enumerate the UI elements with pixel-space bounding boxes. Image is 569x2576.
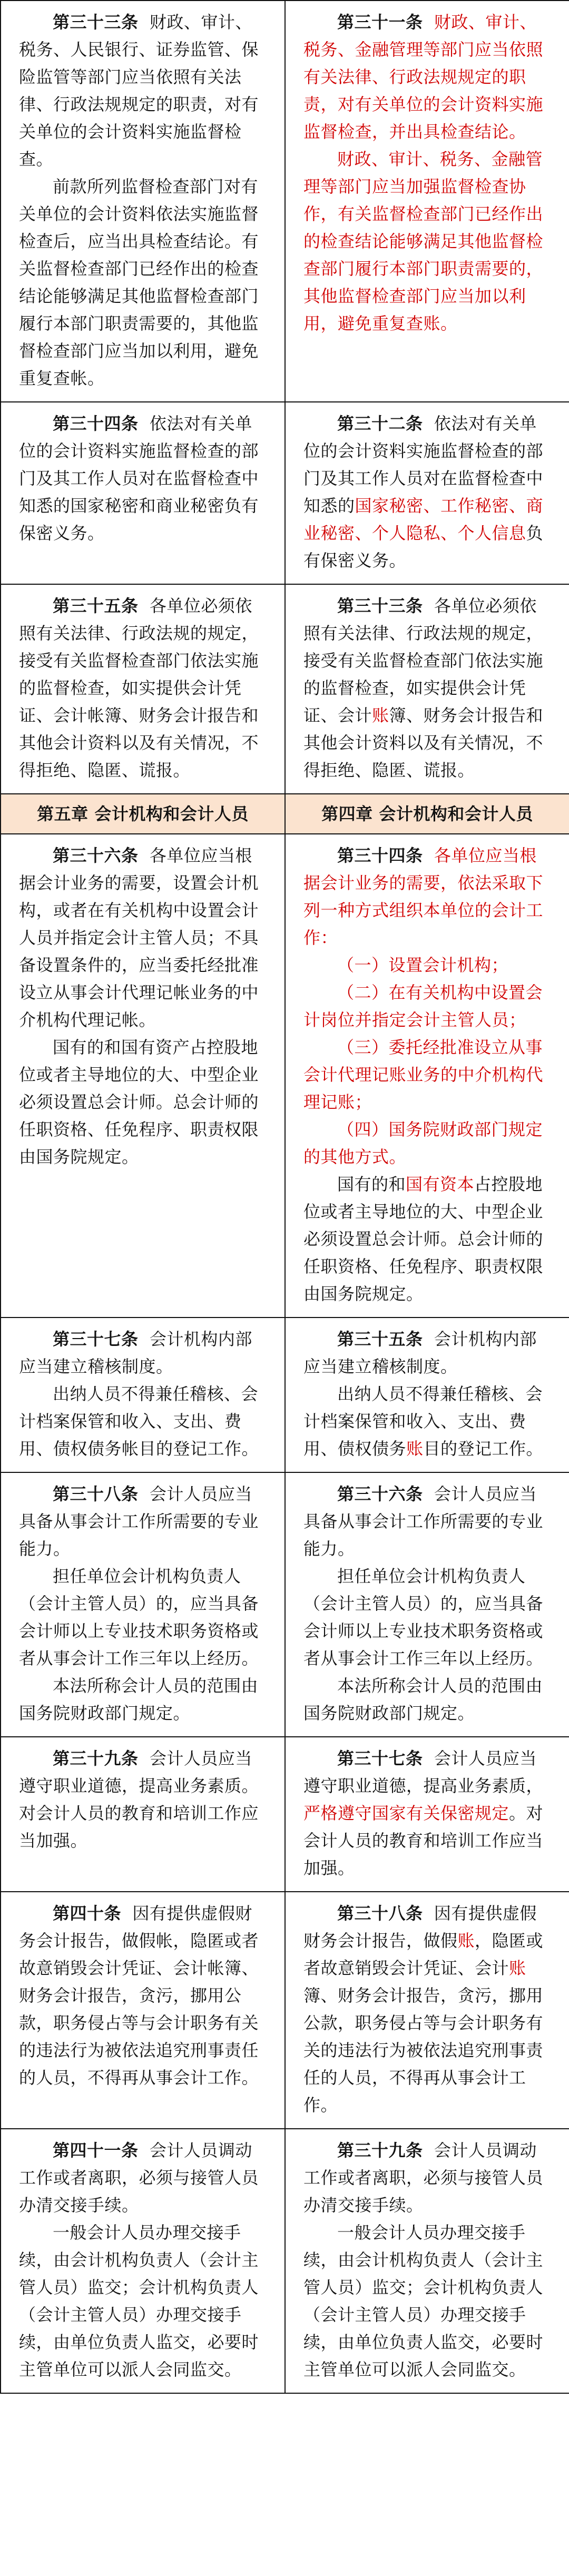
article-paragraph: 财政、审计、税务、金融管理等部门应当加强监督检查协作，有关监督检查部门已经作出的检查结论能够满足其他监督检查部门履行本部门职责需要的，其他监督检查部门应当加以利用，避免重复查账。 (303, 149, 544, 333)
old-article-cell (1, 1737, 285, 1892)
old-article-cell (1, 834, 285, 1318)
new-article-cell (285, 402, 569, 584)
article-paragraph: 第三十七条 会计机构内部应当建立稽核制度。 (19, 1329, 252, 1377)
article-paragraph: 第四十一条 会计人员调动工作或者离职，必须与接管人员办清交接手续。 (19, 2140, 259, 2215)
new-article-cell (285, 1318, 569, 1472)
table-row (1, 1318, 569, 1472)
article-paragraph: 出纳人员不得兼任稽核、会计档案保管和收入、支出、费用、债权债务帐目的登记工作。 (19, 1384, 259, 1459)
new-article-cell (285, 1472, 569, 1737)
article-paragraph: 出纳人员不得兼任稽核、会计档案保管和收入、支出、费用、债权债务账目的登记工作。 (303, 1384, 544, 1459)
article-paragraph: 国有的和国有资产占控股地位或者主导地位的大、中型企业必须设置总会计师。总会计师的任职资格、任免程序、职责权限由国务院规定。 (19, 1037, 259, 1167)
old-chapter-heading: 第五章 会计机构和会计人员 (1, 794, 285, 834)
list-item: （二）在有关机构中设置会计岗位并指定会计主管人员； (303, 982, 543, 1030)
table-row (1, 1892, 569, 2129)
table-row (1, 584, 569, 794)
article-paragraph: 第三十四条 各单位应当根据会计业务的需要，依法采取下列一种方式组织本单位的会计工作： (303, 845, 544, 948)
new-article-cell (285, 584, 569, 794)
article-paragraph: 第三十九条 会计人员应当遵守职业道德，提高业务素质。对会计人员的教育和培训工作应当加强。 (19, 1748, 259, 1851)
chapter-heading-row (1, 794, 569, 834)
old-article-cell (1, 584, 285, 794)
article-paragraph: 本法所称会计人员的范围由国务院财政部门规定。 (19, 1676, 259, 1723)
article-paragraph: 第三十三条 各单位必须依照有关法律、行政法规的规定，接受有关监督检查部门依法实施的监督检查，如实提供会计凭证、会计账簿、财务会计报告和其他会计资料以及有关情况，不得拒绝、隐匿、谎报。 (303, 596, 544, 780)
new-article-cell (285, 1737, 569, 1892)
article-paragraph: 第三十四条 依法对有关单位的会计资料实施监督检查的部门及其工作人员对在监督检查中知悉的国家秘密和商业秘密负有保密义务。 (19, 414, 259, 543)
new-article-cell (285, 834, 569, 1318)
old-article-cell (1, 1318, 285, 1472)
article-paragraph: 一般会计人员办理交接手续，由会计机构负责人（会计主管人员）监交；会计机构负责人（会计主管人员）办理交接手续，由单位负责人监交，必要时主管单位可以派人会同监交。 (303, 2223, 544, 2380)
table-row (1, 2129, 569, 2393)
list-item: （三）委托经批准设立从事会计代理记账业务的中介机构代理记账； (303, 1037, 544, 1112)
article-paragraph: 第三十六条 各单位应当根据会计业务的需要，设置会计机构，或者在有关机构中设置会计人员并指定会计主管人员；不具备设置条件的，应当委托经批准设立从事会计代理记帐业务的中介机构代理记帐。 (19, 845, 259, 1030)
table-row (1, 1737, 569, 1892)
article-paragraph: 第三十六条 会计人员应当具备从事会计工作所需要的专业能力。 (303, 1484, 544, 1559)
new-chapter-heading: 第四章 会计机构和会计人员 (285, 794, 569, 834)
article-paragraph: 国有的和国有资本占控股地位或者主导地位的大、中型企业必须设置总会计师。总会计师的任职资格、任免程序、职责权限由国务院规定。 (303, 1174, 544, 1304)
article-paragraph: 第三十七条 会计人员应当遵守职业道德，提高业务素质，严格遵守国家有关保密规定。对会计人员的教育和培训工作应当加强。 (303, 1748, 544, 1878)
article-paragraph: 第四十条 因有提供虚假财务会计报告，做假帐，隐匿或者故意销毁会计凭证、会计帐簿、财务会计报告，贪污，挪用公款，职务侵占等与会计职务有关的违法行为被依法追究刑事责任的人员，不得再从事会计工作。 (19, 1903, 259, 2088)
list-item: （四）国务院财政部门规定的其他方式。 (303, 1119, 543, 1167)
old-article-cell (1, 1, 285, 402)
article-paragraph: 前款所列监督检查部门对有关单位的会计资料依法实施监督检查后，应当出具检查结论。有关监督检查部门已经作出的检查结论能够满足其他监督检查部门履行本部门职责需要的，其他监督检查部门应当加以利用，避免重复查帐。 (19, 176, 259, 388)
article-paragraph: 担任单位会计机构负责人（会计主管人员）的，应当具备会计师以上专业技术职务资格或者从事会计工作三年以上经历。 (19, 1566, 259, 1668)
article-paragraph: 第三十八条 因有提供虚假财务会计报告，做假账，隐匿或者故意销毁会计凭证、会计账簿、财务会计报告，贪污，挪用公款，职务侵占等与会计职务有关的违法行为被依法追究刑事责任的人员，不得再从事会计工作。 (303, 1903, 544, 2115)
article-paragraph: 第三十三条 财政、审计、税务、人民银行、证券监管、保险监管等部门应当依照有关法律、行政法规规定的职责，对有关单位的会计资料实施监督检查。 (19, 12, 259, 169)
old-article-cell (1, 1892, 285, 2129)
article-paragraph: 本法所称会计人员的范围由国务院财政部门规定。 (303, 1676, 543, 1723)
article-paragraph: 第三十五条 各单位必须依照有关法律、行政法规的规定，接受有关监督检查部门依法实施的监督检查，如实提供会计凭证、会计帐簿、财务会计报告和其他会计资料以及有关情况，不得拒绝、隐匿、谎报。 (19, 596, 259, 780)
article-paragraph: 担任单位会计机构负责人（会计主管人员）的，应当具备会计师以上专业技术职务资格或者从事会计工作三年以上经历。 (303, 1566, 544, 1668)
article-paragraph: 第三十一条 财政、审计、税务、金融管理等部门应当依照有关法律、行政法规规定的职责，对有关单位的会计资料实施监督检查，并出具检查结论。 (303, 12, 544, 142)
new-article-cell (285, 1, 569, 402)
article-paragraph: 一般会计人员办理交接手续，由会计机构负责人（会计主管人员）监交；会计机构负责人（会计主管人员）办理交接手续，由单位负责人监交，必要时主管单位可以派人会同监交。 (19, 2223, 259, 2380)
new-article-cell (285, 1892, 569, 2129)
table-row (1, 1472, 569, 1737)
list-item: （一）设置会计机构； (337, 955, 509, 975)
table-row (1, 402, 569, 584)
old-article-cell (1, 402, 285, 584)
table-row (1, 1, 569, 402)
article-paragraph: 第三十二条 依法对有关单位的会计资料实施监督检查的部门及其工作人员对在监督检查中知悉的国家秘密、工作秘密、商业秘密、个人隐私、个人信息负有保密义务。 (303, 414, 544, 571)
article-paragraph: 第三十九条 会计人员调动工作或者离职，必须与接管人员办清交接手续。 (303, 2140, 544, 2215)
old-article-cell (1, 2129, 285, 2393)
article-paragraph: 第三十八条 会计人员应当具备从事会计工作所需要的专业能力。 (19, 1484, 259, 1559)
new-article-cell (285, 2129, 569, 2393)
article-paragraph: 第三十五条 会计机构内部应当建立稽核制度。 (303, 1329, 537, 1377)
old-article-cell (1, 1472, 285, 1737)
table-row (1, 834, 569, 1318)
